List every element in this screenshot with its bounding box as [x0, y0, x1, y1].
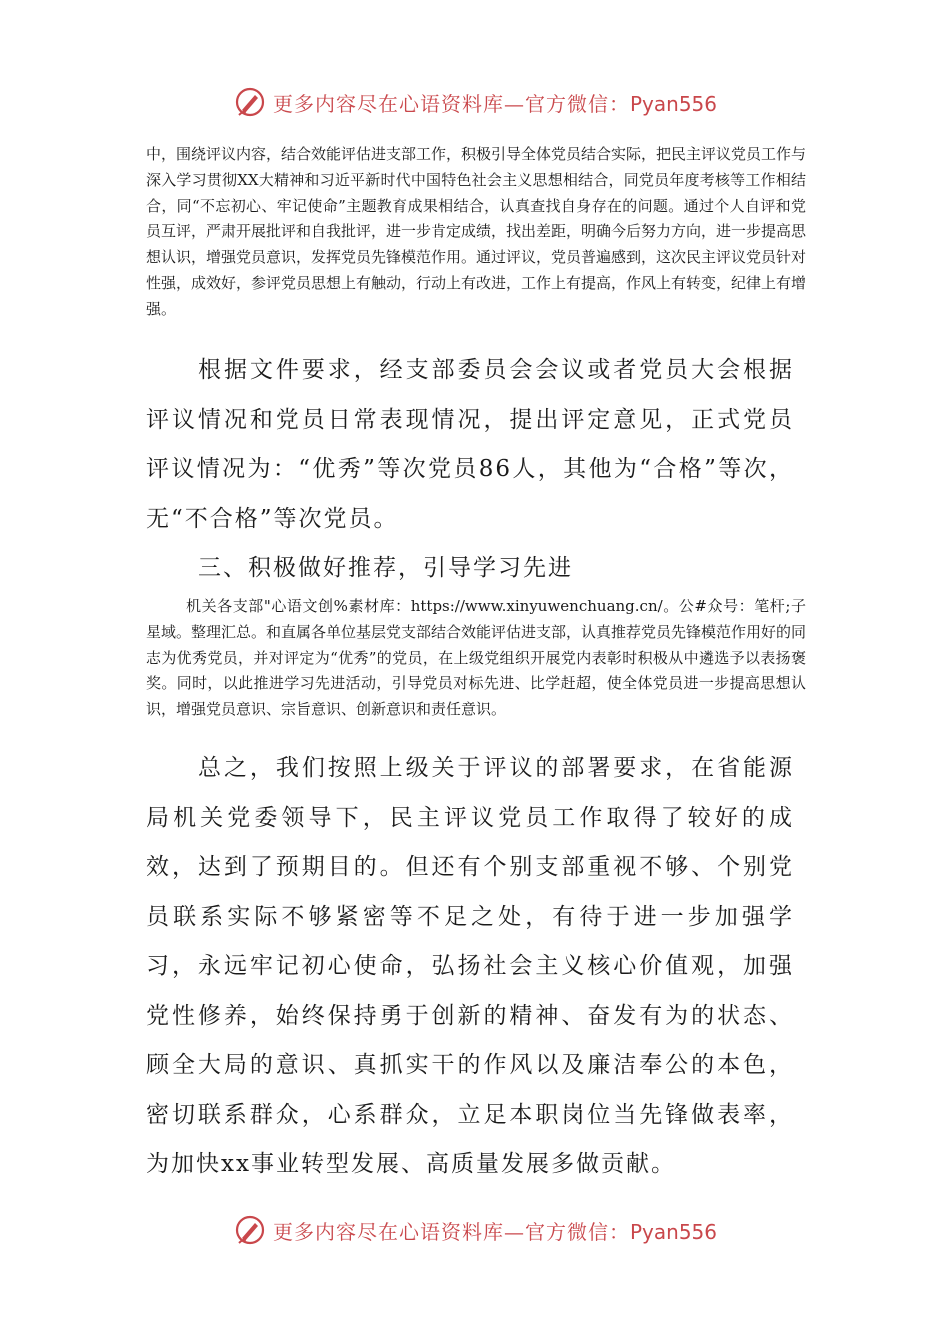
- wechat-id: Pyan556: [629, 91, 717, 116]
- header-banner: [0, 82, 950, 122]
- section-heading: 三、积极做好推荐，引导学习先进: [198, 555, 573, 581]
- footer-banner: [0, 1210, 950, 1250]
- paragraph-review-summary: 中，围绕评议内容，结合效能评估进支部工作，积极引导全体党员结合实际，把民主评议党员工作与深入学习贯彻XX大精神和习近平新时代中国特色社会主义思想相结合，同党员年度考核等工作相结合，同“不忘初心、牢记使命”主题教育成果相结合，认真查找自身存在的问题。通过个人自评和党员互评，严肃开展批评和自我批评，进一步肯定成绩，找出差距，明确今后努力方向，进一步提高思想认识，增强党员意识，发挥党员先锋模范作用。通过评议，党员普遍感到，这次民主评议党员针对性强，成效好，参评党员思想上有触动，行动上有改进，工作上有提高，作风上有转变，纪律上有增强。: [146, 145, 807, 318]
- banner-text: 更多内容尽在心语资料库—官方微信：Pyan556: [272, 91, 717, 116]
- banner-text: 更多内容尽在心语资料库—官方微信：Pyan556: [272, 1219, 717, 1244]
- paragraph-conclusion: 总之，我们按照上级关于评议的部署要求，在省能源局机关党委领导下，民主评议党员工作取得了较好的成效，达到了预期目的。但还有个别支部重视不够、个别党员联系实际不够紧密等不足之处，有待于进一步加强学习，永远牢记初心使命，弘扬社会主义核心价值观，加强党性修养，始终保持勇于创新的精神、奋发有为的状态、顾全大局的意识、真抓实干的作风以及廉洁奉公的本色，密切联系群众，心系群众，立足本职岗位当先锋做表率，为加快xx事业转型发展、高质量发展多做贡献。: [146, 755, 794, 1177]
- wechat-id: Pyan556: [629, 1219, 717, 1244]
- paragraph-evaluation-result: 根据文件要求，经支部委员会会议或者党员大会根据评议情况和党员日常表现情况，提出评定意见，正式党员评议情况为：“优秀”等次党员86人，其他为“合格”等次，无“不合格”等次党员。: [146, 357, 794, 532]
- pen-circle-logo-icon: [233, 1213, 267, 1247]
- paragraph-recommendation: 机关各支部"心语文创%素材库：https://www.xinyuwenchuang.cn/。公#众号：笔杆;子星域。整理汇总。和直属各单位基层党支部结合效能评估进支部，认真推荐党员先锋模范作用好的同志为优秀党员，并对评定为“优秀”的党员，在上级党组织开展党内表彰时积极从中遴选予以表扬褒奖。同时，以此推进学习先进活动，引导党员对标先进、比学赶超，使全体党员进一步提高思想认识，增强党员意识、宗旨意识、创新意识和责任意识。: [146, 597, 807, 719]
- pen-circle-logo-icon: [233, 85, 267, 119]
